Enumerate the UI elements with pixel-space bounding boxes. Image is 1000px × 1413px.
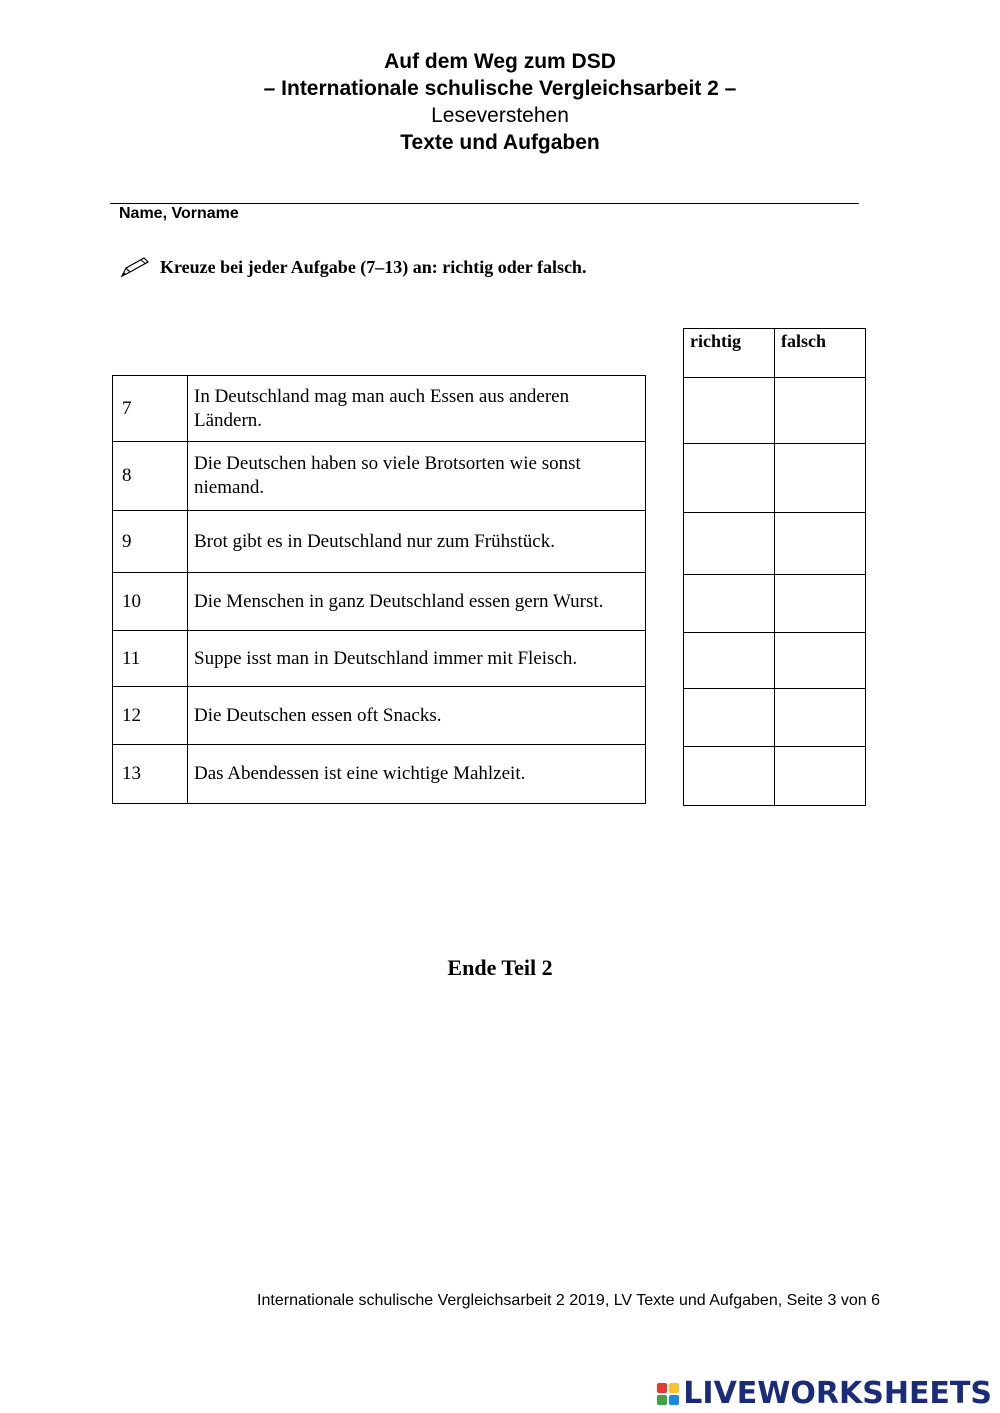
task-statement: Die Deutschen haben so viele Brotsorten wie sonst niemand. xyxy=(188,442,646,511)
answer-table xyxy=(683,328,866,806)
header-richtig: richtig xyxy=(684,329,775,378)
document-header xyxy=(0,48,1000,156)
checkbox-13-richtig[interactable] xyxy=(684,747,775,806)
instruction-text: Kreuze bei jeder Aufgabe (7–13) an: richtig oder falsch. xyxy=(160,256,587,277)
instruction xyxy=(120,256,586,278)
task-statement: Das Abendessen ist eine wichtige Mahlzeit. xyxy=(188,745,646,804)
page-footer: Internationale schulische Vergleichsarbeit 2 2019, LV Texte und Aufgaben, Seite 3 von 6 xyxy=(257,1292,880,1309)
table-row xyxy=(113,745,646,804)
checkbox-9-richtig[interactable] xyxy=(684,513,775,575)
checkbox-13-falsch[interactable] xyxy=(775,747,866,806)
table-row xyxy=(113,442,646,511)
checkbox-11-richtig[interactable] xyxy=(684,633,775,689)
table-row xyxy=(113,687,646,745)
answer-row-11 xyxy=(684,633,866,689)
checkbox-10-richtig[interactable] xyxy=(684,575,775,633)
brand-text: LIVEWORKSHEETS xyxy=(683,1376,992,1411)
checkbox-11-falsch[interactable] xyxy=(775,633,866,689)
checkbox-8-richtig[interactable] xyxy=(684,444,775,513)
task-statement: Suppe isst man in Deutschland immer mit Fleisch. xyxy=(188,631,646,687)
task-number: 10 xyxy=(113,573,188,631)
checkbox-7-falsch[interactable] xyxy=(775,378,866,444)
task-number: 9 xyxy=(113,511,188,573)
task-statement: Die Deutschen essen oft Snacks. xyxy=(188,687,646,745)
brand-watermark[interactable] xyxy=(657,1376,992,1411)
checkbox-7-richtig[interactable] xyxy=(684,378,775,444)
checkbox-12-richtig[interactable] xyxy=(684,689,775,747)
title-line-2: – Internationale schulische Vergleichsarbeit 2 – xyxy=(263,77,737,100)
task-statement: In Deutschland mag man auch Essen aus anderen Ländern. xyxy=(188,376,646,442)
task-number: 7 xyxy=(113,376,188,442)
answer-row-12 xyxy=(684,689,866,747)
task-number: 8 xyxy=(113,442,188,511)
pencil-icon xyxy=(120,256,150,278)
name-line xyxy=(110,203,859,204)
task-statement: Die Menschen in ganz Deutschland essen gern Wurst. xyxy=(188,573,646,631)
task-number: 11 xyxy=(113,631,188,687)
checkbox-10-falsch[interactable] xyxy=(775,575,866,633)
end-part-label: Ende Teil 2 xyxy=(447,955,553,980)
answer-header-row xyxy=(684,329,866,378)
checkbox-8-falsch[interactable] xyxy=(775,444,866,513)
checkbox-12-falsch[interactable] xyxy=(775,689,866,747)
table-row xyxy=(113,573,646,631)
name-label: Name, Vorname xyxy=(119,205,239,222)
answer-row-13 xyxy=(684,747,866,806)
task-number: 13 xyxy=(113,745,188,804)
answer-row-7 xyxy=(684,378,866,444)
table-row xyxy=(113,376,646,442)
table-row xyxy=(113,631,646,687)
table-row xyxy=(113,511,646,573)
header-falsch: falsch xyxy=(775,329,866,378)
answer-row-10 xyxy=(684,575,866,633)
subtitle-texte-aufgaben: Texte und Aufgaben xyxy=(400,131,600,154)
task-statement: Brot gibt es in Deutschland nur zum Frühstück. xyxy=(188,511,646,573)
liveworksheets-logo-icon xyxy=(657,1383,679,1405)
title-line-1: Auf dem Weg zum DSD xyxy=(384,50,616,73)
subtitle-leseverstehen: Leseverstehen xyxy=(431,104,569,127)
task-number: 12 xyxy=(113,687,188,745)
answer-row-9 xyxy=(684,513,866,575)
task-table xyxy=(112,375,646,804)
checkbox-9-falsch[interactable] xyxy=(775,513,866,575)
answer-row-8 xyxy=(684,444,866,513)
